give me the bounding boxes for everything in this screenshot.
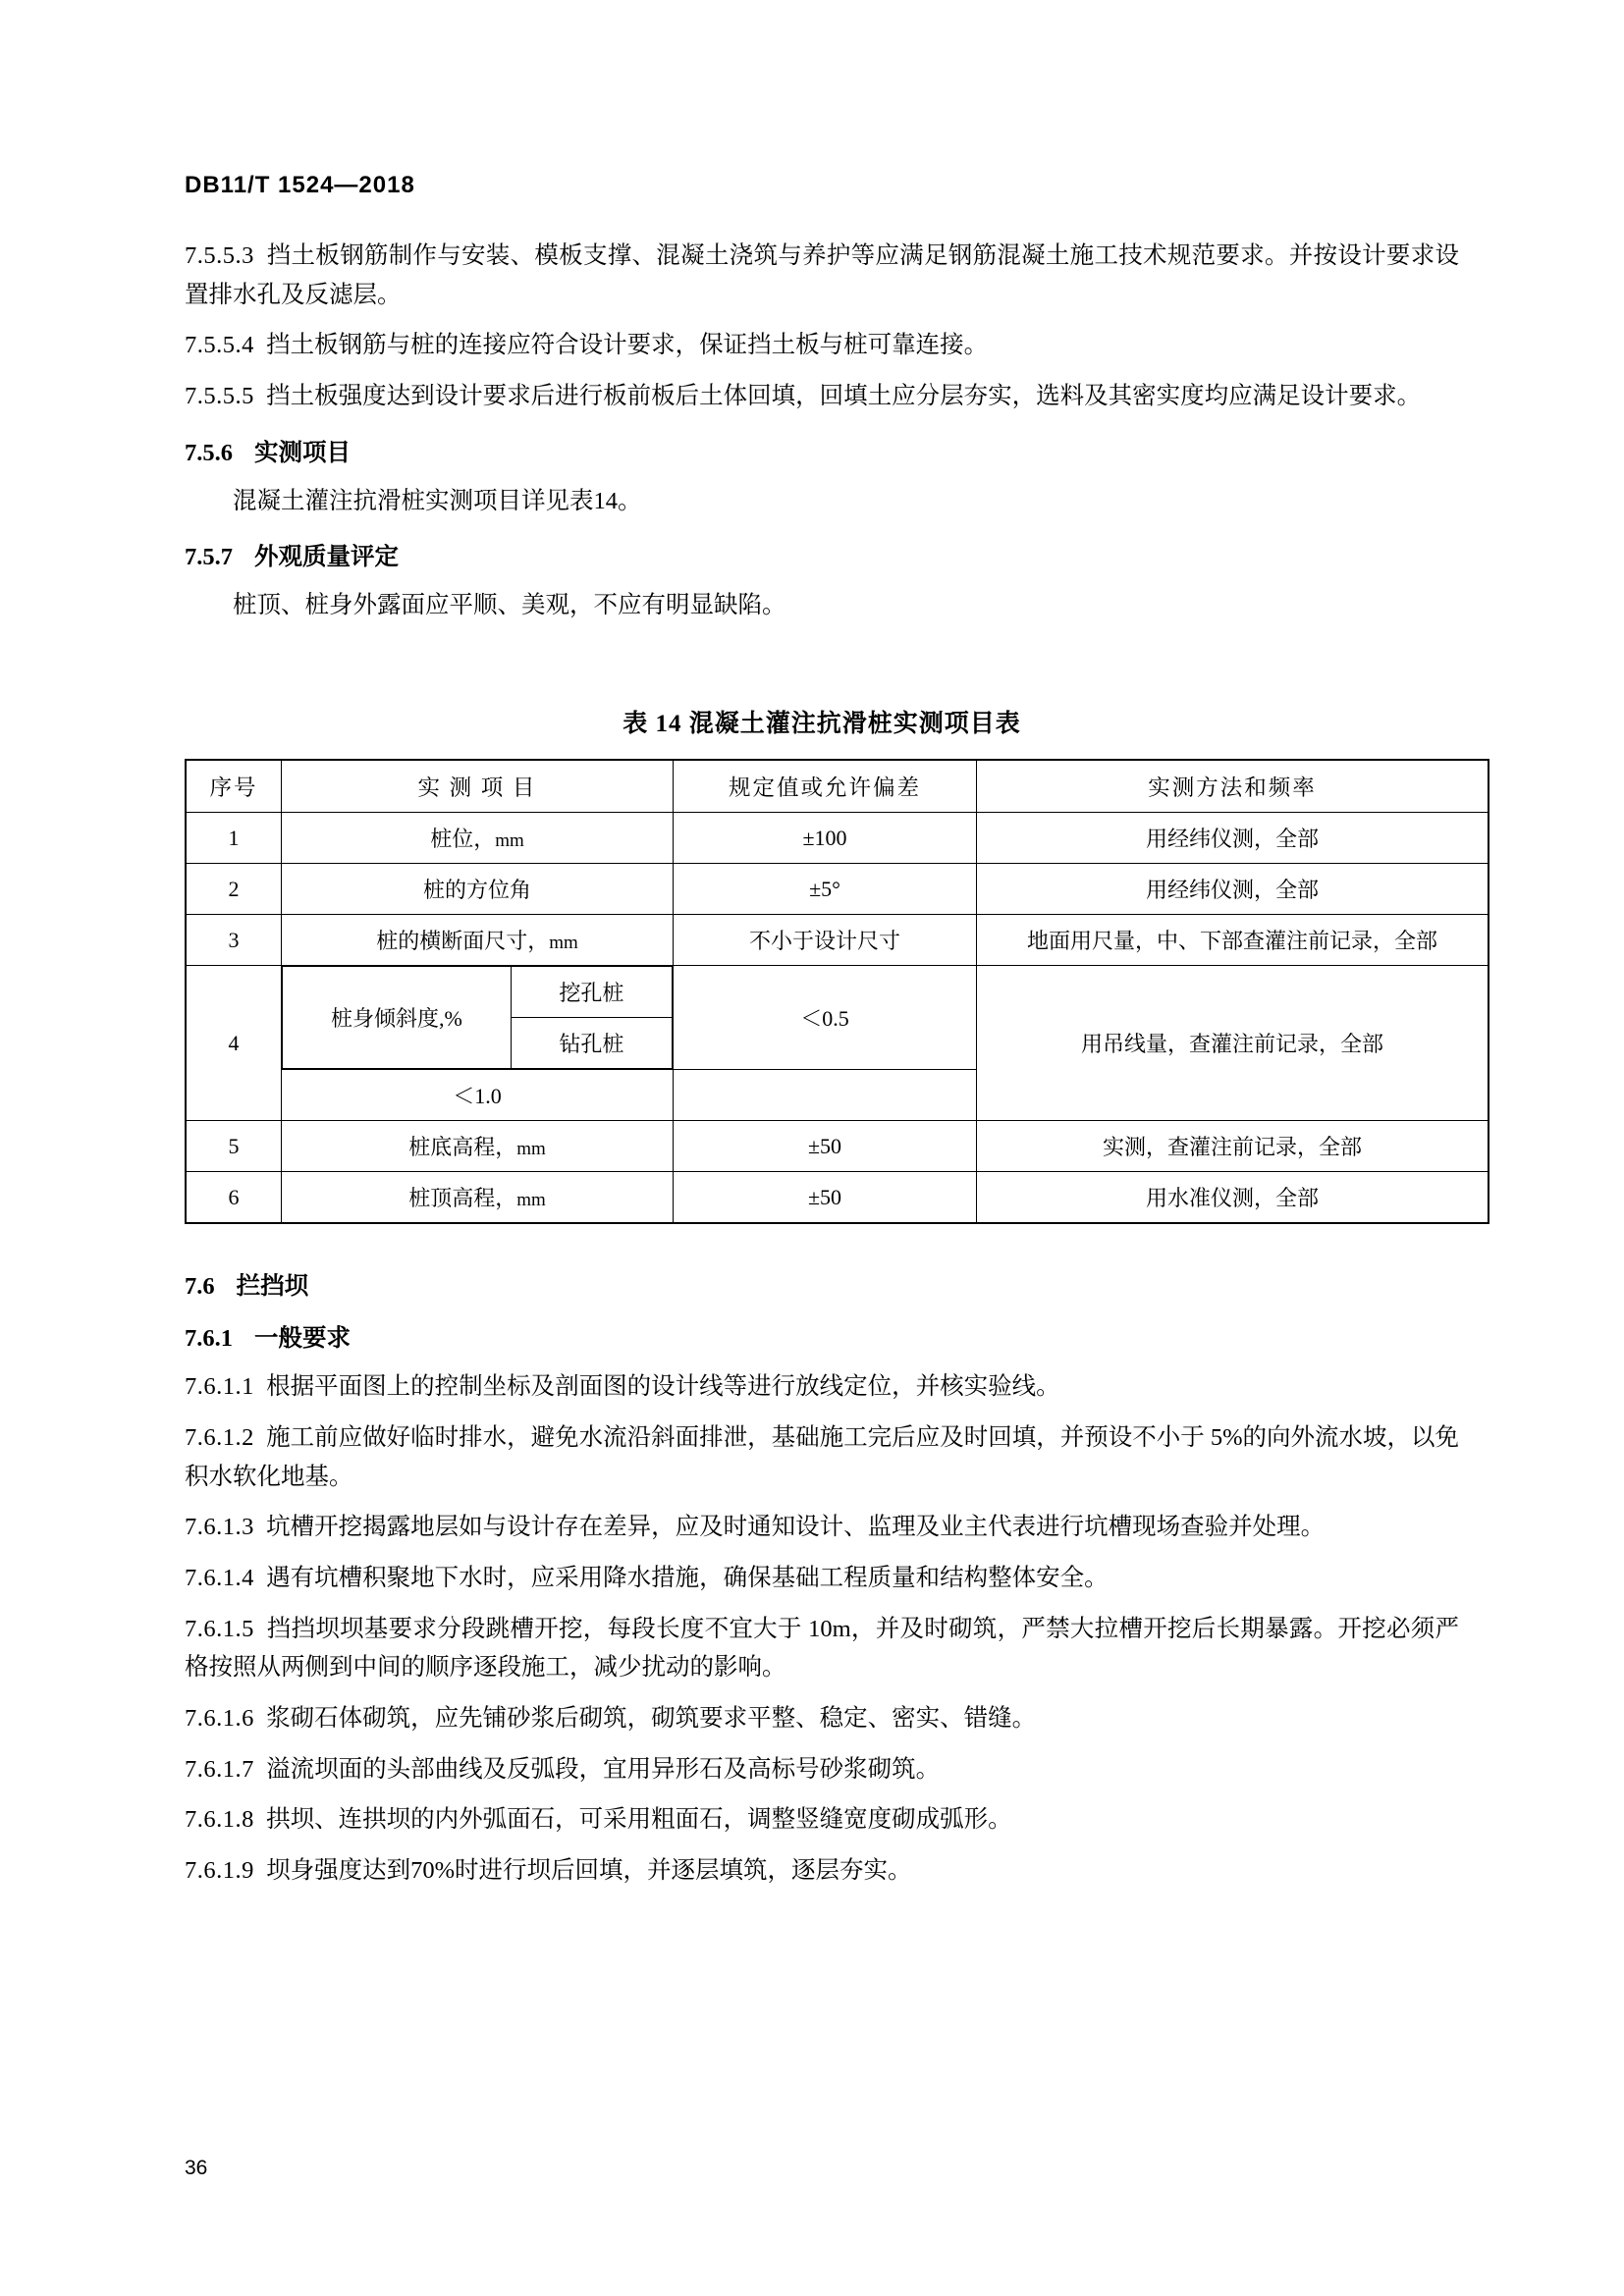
- cell-item: [282, 813, 674, 864]
- cell-no: 5: [186, 1121, 282, 1172]
- cell-item-text: 桩位，: [430, 827, 496, 852]
- cell-tolerance: ±100: [674, 813, 977, 864]
- heading-title: 一般要求: [254, 1325, 351, 1353]
- cell-tolerance: ±5°: [674, 864, 977, 915]
- cell-method: 用经纬仪测，全部: [977, 864, 1489, 915]
- clause-text: 坝身强度达到70%时进行坝后回填，并逐层填筑，逐层夯实。: [266, 1857, 912, 1884]
- clause-7-6-1-1: [185, 1367, 1459, 1407]
- clause-7-6-1-5: [185, 1610, 1459, 1687]
- cell-item: [282, 864, 674, 915]
- clause-7-6-1-2: [185, 1418, 1459, 1496]
- clause-text: 挡土板钢筋与桩的连接应符合设计要求，保证挡土板与桩可靠连接。: [266, 332, 989, 359]
- th-tolerance: 规定值或允许偏差: [674, 760, 977, 813]
- heading-number: 7.5.6: [185, 439, 233, 466]
- th-method: 实测方法和频率: [977, 760, 1489, 813]
- clause-number: 7.6.1.4: [185, 1564, 254, 1591]
- cell-item-text: 桩顶高程，: [408, 1186, 517, 1211]
- clause-7-6-1-7: [185, 1750, 1459, 1789]
- clause-number: 7.6.1.9: [185, 1857, 254, 1884]
- clause-number: 7.6.1.1: [185, 1373, 254, 1401]
- clause-text: 施工前应做好临时排水，避免水流沿斜面排泄，基础施工完后应及时回填，并预设不小于 5%的向外流水坡，以免积水软化地基。: [185, 1423, 1460, 1490]
- clause-7-5-5-3: [185, 237, 1459, 314]
- cell-method: 用经纬仪测，全部: [977, 813, 1489, 864]
- clause-text: 浆砌石体砌筑，应先铺砂浆后砌筑，砌筑要求平整、稳定、密实、错缝。: [266, 1704, 1037, 1732]
- clause-7-5-5-5: [185, 377, 1459, 416]
- cell-item-unit: mm: [516, 1139, 546, 1160]
- table-header-row: [186, 760, 1489, 813]
- table-row: [186, 1172, 1489, 1224]
- clause-7-5-5-4: [185, 326, 1459, 365]
- clause-number: 7.5.5.4: [185, 332, 254, 359]
- heading-7-6: [185, 1267, 1459, 1302]
- clause-7-6-1-3: [185, 1508, 1459, 1547]
- table-row: [186, 1121, 1489, 1172]
- heading-number: 7.6: [185, 1273, 215, 1301]
- table-caption: 表 14 混凝土灌注抗滑桩实测项目表: [623, 711, 1021, 738]
- table-row: [186, 966, 1489, 1070]
- page-number: 36: [185, 2157, 208, 2179]
- clause-number: 7.5.5.5: [185, 383, 254, 410]
- cell-item-unit: mm: [549, 933, 578, 954]
- clause-number: 7.6.1.7: [185, 1755, 254, 1783]
- cell-tolerance: ±50: [674, 1172, 977, 1224]
- table-row: [186, 813, 1489, 864]
- heading-7-5-7: [185, 538, 1459, 572]
- cell-subitem-label: 挖孔桩: [511, 967, 672, 1018]
- clause-text: 挡土板强度达到设计要求后进行板前板后土体回填，回填土应分层夯实，选料及其密实度均应满足设计要求。: [266, 383, 1422, 410]
- table-row: [186, 915, 1489, 966]
- clause-number: 7.6.1.2: [185, 1423, 254, 1451]
- cell-item-unit: mm: [516, 1190, 546, 1211]
- clause-text: 挡挡坝坝基要求分段跳槽开挖，每段长度不宜大于 10m，并及时砌筑，严禁大拉槽开挖后长期暴露。开挖必须严格按照从两侧到中间的顺序逐段施工，减少扰动的影响。: [185, 1615, 1460, 1682]
- cell-item: [282, 1121, 674, 1172]
- heading-number: 7.5.7: [185, 544, 233, 571]
- clause-text: 挡土板钢筋制作与安装、模板支撑、混凝土浇筑与养护等应满足钢筋混凝土施工技术规范要求。并按设计要求设置排水孔及反滤层。: [185, 242, 1459, 308]
- clause-7-6-1-8: [185, 1800, 1459, 1840]
- cell-item-group: [282, 966, 674, 1070]
- cell-no: 2: [186, 864, 282, 915]
- cell-no: 6: [186, 1172, 282, 1224]
- cell-no: 1: [186, 813, 282, 864]
- cell-method: 实测，查灌注前记录，全部: [977, 1121, 1489, 1172]
- clause-text: 溢流坝面的头部曲线及反弧段，宜用异形石及高标号砂浆砌筑。: [266, 1755, 941, 1783]
- clause-number: 7.6.1.3: [185, 1514, 254, 1541]
- clause-number: 7.6.1.6: [185, 1704, 254, 1732]
- inner-split-table: [282, 966, 673, 1069]
- table-row: [186, 864, 1489, 915]
- heading-title: 实测项目: [254, 439, 351, 466]
- cell-item: [282, 1172, 674, 1224]
- cell-item: [282, 915, 674, 966]
- cell-item-text: 桩的横断面尺寸，: [376, 929, 550, 954]
- cell-tolerance: ＜0.5: [674, 966, 977, 1070]
- cell-method: 用吊线量，查灌注前记录，全部: [977, 966, 1489, 1121]
- cell-item-text: 桩身倾斜度,%: [283, 967, 512, 1069]
- clause-number: 7.6.1.8: [185, 1806, 254, 1834]
- cell-item-text: 桩的方位角: [422, 878, 531, 903]
- cell-tolerance: 不小于设计尺寸: [674, 915, 977, 966]
- clause-7-6-1-4: [185, 1559, 1459, 1598]
- clause-7-6-1-6: [185, 1699, 1459, 1738]
- clause-number: 7.6.1.5: [185, 1615, 254, 1642]
- cell-item-text: 桩底高程，: [408, 1135, 517, 1160]
- heading-7-5-6: [185, 434, 1459, 468]
- cell-tolerance: ±50: [674, 1121, 977, 1172]
- clause-number: 7.5.5.3: [185, 242, 254, 269]
- cell-item-unit: mm: [495, 830, 524, 852]
- clause-text: 根据平面图上的控制坐标及剖面图的设计线等进行放线定位，并核实验线。: [266, 1373, 1060, 1401]
- heading-number: 7.6.1: [185, 1325, 233, 1353]
- clause-7-6-1-9: [185, 1851, 1459, 1891]
- cell-subitem-label: 钻孔桩: [511, 1018, 672, 1069]
- th-item: 实 测 项 目: [282, 760, 674, 813]
- page-header: DB11/T 1524—2018: [185, 172, 415, 198]
- heading-title: 外观质量评定: [254, 544, 399, 571]
- section-7-5-7-body: 桩顶、桩身外露面应平顺、美观，不应有明显缺陷。: [233, 592, 786, 619]
- cell-tolerance: ＜1.0: [282, 1070, 674, 1121]
- clause-text: 拱坝、连拱坝的内外弧面石，可采用粗面石，调整竖缝宽度砌成弧形。: [266, 1806, 1012, 1834]
- cell-method: 地面用尺量，中、下部查灌注前记录，全部: [977, 915, 1489, 966]
- section-7-5-6-body: 混凝土灌注抗滑桩实测项目详见表14。: [233, 487, 642, 514]
- cell-method: 用水准仪测，全部: [977, 1172, 1489, 1224]
- cell-no: 4: [186, 966, 282, 1121]
- clause-text: 坑槽开挖揭露地层如与设计存在差异，应及时通知设计、监理及业主代表进行坑槽现场查验并处理。: [266, 1514, 1326, 1541]
- heading-7-6-1: [185, 1319, 1459, 1354]
- cell-no: 3: [186, 915, 282, 966]
- th-no: 序号: [186, 760, 282, 813]
- clause-text: 遇有坑槽积聚地下水时，应采用降水措施，确保基础工程质量和结构整体安全。: [266, 1564, 1109, 1591]
- measurement-items-table: [185, 759, 1489, 1224]
- heading-title: 拦挡坝: [236, 1273, 309, 1301]
